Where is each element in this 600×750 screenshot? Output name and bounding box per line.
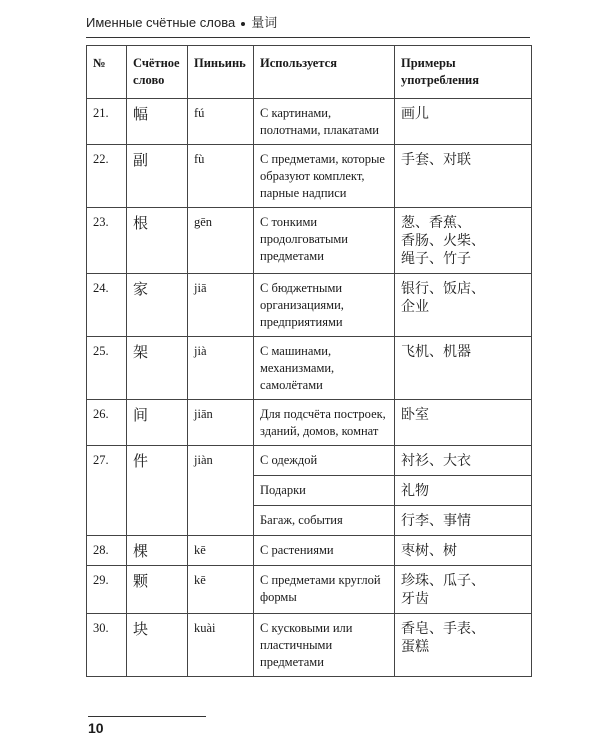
usage: С предметами, которые образуют комплект, парные надписи bbox=[254, 145, 395, 208]
bullet-separator-icon bbox=[241, 22, 245, 26]
counter-word: 间 bbox=[127, 400, 188, 446]
table-header-row bbox=[87, 46, 532, 99]
usage: С тонкими продолговатыми предметами bbox=[254, 208, 395, 274]
table-row bbox=[87, 99, 532, 145]
examples bbox=[395, 566, 532, 614]
examples bbox=[395, 274, 532, 337]
row-number: 24. bbox=[87, 274, 127, 337]
table-row bbox=[87, 145, 532, 208]
header-num: № bbox=[87, 46, 127, 99]
row-number: 25. bbox=[87, 337, 127, 400]
header-pinyin: Пиньинь bbox=[188, 46, 254, 99]
row-number: 28. bbox=[87, 536, 127, 566]
example-line: 牙齿 bbox=[401, 591, 429, 607]
row-number: 21. bbox=[87, 99, 127, 145]
example-line: 礼物 bbox=[401, 483, 429, 499]
row-number: 23. bbox=[87, 208, 127, 274]
example-line: 行李、事情 bbox=[401, 513, 471, 529]
examples bbox=[395, 536, 532, 566]
example-line: 飞机、机器 bbox=[401, 344, 471, 360]
example-line: 枣树、树 bbox=[401, 543, 457, 559]
table-row bbox=[87, 446, 532, 476]
examples bbox=[395, 337, 532, 400]
examples bbox=[395, 145, 532, 208]
usage: С картинами, полотнами, плакатами bbox=[254, 99, 395, 145]
counter-word: 颗 bbox=[127, 566, 188, 614]
pinyin: kē bbox=[188, 536, 254, 566]
counter-word: 家 bbox=[127, 274, 188, 337]
pinyin: fú bbox=[188, 99, 254, 145]
examples bbox=[395, 400, 532, 446]
counter-word: 架 bbox=[127, 337, 188, 400]
counter-word: 根 bbox=[127, 208, 188, 274]
row-number: 27. bbox=[87, 446, 127, 536]
usage: С машинами, механизмами, самолётами bbox=[254, 337, 395, 400]
table-row bbox=[87, 400, 532, 446]
row-number: 22. bbox=[87, 145, 127, 208]
pinyin: jiā bbox=[188, 274, 254, 337]
examples bbox=[395, 99, 532, 145]
pinyin: gēn bbox=[188, 208, 254, 274]
pinyin: jiān bbox=[188, 400, 254, 446]
row-number: 26. bbox=[87, 400, 127, 446]
example-line: 手套、对联 bbox=[401, 152, 471, 168]
pinyin: jiàn bbox=[188, 446, 254, 536]
section-title: Именные счётные слова bbox=[86, 15, 236, 30]
usage: С растениями bbox=[254, 536, 395, 566]
usage: Багаж, события bbox=[254, 506, 395, 536]
header-word: Счётное слово bbox=[127, 46, 188, 99]
footer-rule bbox=[88, 716, 206, 717]
section-subtitle: 量词 bbox=[251, 15, 278, 30]
example-line: 卧室 bbox=[401, 407, 429, 423]
example-line: 香肠、火柴、 bbox=[401, 233, 485, 249]
examples bbox=[395, 506, 532, 536]
header-usage: Используется bbox=[254, 46, 395, 99]
example-line: 银行、饭店、 bbox=[401, 281, 485, 297]
counter-words-table bbox=[86, 45, 532, 677]
usage: С кусковыми или пластичными предметами bbox=[254, 614, 395, 677]
usage: С одеждой bbox=[254, 446, 395, 476]
page-number: 10 bbox=[88, 720, 104, 736]
example-line: 画儿 bbox=[401, 106, 429, 122]
usage: Подарки bbox=[254, 476, 395, 506]
table-row bbox=[87, 614, 532, 677]
examples bbox=[395, 614, 532, 677]
counter-word: 副 bbox=[127, 145, 188, 208]
counter-word: 块 bbox=[127, 614, 188, 677]
example-line: 葱、香蕉、 bbox=[401, 215, 471, 231]
example-line: 香皂、手表、 bbox=[401, 621, 485, 637]
examples bbox=[395, 476, 532, 506]
table-row bbox=[87, 536, 532, 566]
counter-word: 件 bbox=[127, 446, 188, 536]
table-row bbox=[87, 337, 532, 400]
header-examples: Примеры употребления bbox=[395, 46, 532, 99]
example-line: 企业 bbox=[401, 299, 429, 315]
counter-word: 棵 bbox=[127, 536, 188, 566]
table-row bbox=[87, 274, 532, 337]
running-header bbox=[86, 12, 530, 38]
example-line: 蛋糕 bbox=[401, 639, 429, 655]
running-header-line bbox=[86, 12, 530, 38]
usage: Для подсчёта построек, зданий, домов, комнат bbox=[254, 400, 395, 446]
row-number: 30. bbox=[87, 614, 127, 677]
example-line: 珍珠、瓜子、 bbox=[401, 573, 485, 589]
pinyin: kuài bbox=[188, 614, 254, 677]
usage: С бюджетными организациями, предприятиями bbox=[254, 274, 395, 337]
pinyin: jià bbox=[188, 337, 254, 400]
table-row bbox=[87, 208, 532, 274]
examples bbox=[395, 446, 532, 476]
table-row bbox=[87, 566, 532, 614]
example-line: 衬衫、大衣 bbox=[401, 453, 471, 469]
pinyin: fù bbox=[188, 145, 254, 208]
pinyin: kē bbox=[188, 566, 254, 614]
usage: С предметами круглой формы bbox=[254, 566, 395, 614]
row-number: 29. bbox=[87, 566, 127, 614]
counter-word: 幅 bbox=[127, 99, 188, 145]
examples bbox=[395, 208, 532, 274]
example-line: 绳子、竹子 bbox=[401, 251, 471, 267]
